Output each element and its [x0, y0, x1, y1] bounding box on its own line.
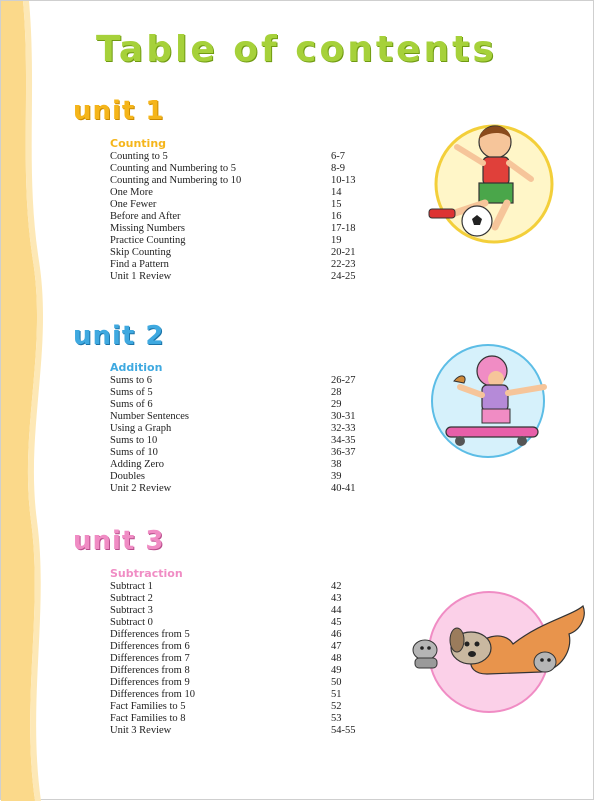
- entry-title: Practice Counting: [110, 235, 186, 246]
- entry-pages: 54-55: [331, 725, 356, 736]
- entry-title: Unit 2 Review: [110, 483, 172, 494]
- entry-pages: 14: [331, 187, 342, 198]
- toc-entry: [110, 641, 370, 653]
- toc-entry: [110, 387, 370, 399]
- entry-title: Counting to 5: [110, 151, 168, 162]
- entry-pages: 6-7: [331, 151, 345, 162]
- toc-entry: [110, 581, 370, 593]
- entry-pages: 16: [331, 211, 342, 222]
- toc-entry: [110, 271, 370, 283]
- entry-title: Fact Families to 8: [110, 713, 186, 724]
- toc-entry: [110, 725, 370, 737]
- toc-entry: [110, 235, 370, 247]
- entry-title: Sums to 6: [110, 375, 153, 386]
- entry-title: Differences from 6: [110, 641, 190, 652]
- toc-entry: [110, 701, 370, 713]
- entry-pages: 28: [331, 387, 342, 398]
- entry-pages: 19: [331, 235, 342, 246]
- entry-pages: 8-9: [331, 163, 345, 174]
- toc-entry: [110, 223, 370, 235]
- entry-pages: 36-37: [331, 447, 356, 458]
- entry-pages: 26-27: [331, 375, 356, 386]
- entry-pages: 34-35: [331, 435, 356, 446]
- toc-entry: [110, 447, 370, 459]
- entry-title: Subtract 1: [110, 581, 153, 592]
- entry-pages: 10-13: [331, 175, 356, 186]
- decorative-side-band: [1, 1, 71, 801]
- entry-pages: 17-18: [331, 223, 356, 234]
- toc-entry: [110, 593, 370, 605]
- entry-title: Differences from 10: [110, 689, 195, 700]
- entry-pages: 22-23: [331, 259, 356, 270]
- toc-entry: [110, 617, 370, 629]
- toc-entry: [110, 175, 370, 187]
- entry-pages: 30-31: [331, 411, 356, 422]
- entry-title: Skip Counting: [110, 247, 171, 258]
- toc-entry: [110, 375, 370, 387]
- toc-entry: [110, 187, 370, 199]
- entry-pages: 29: [331, 399, 342, 410]
- toc-entry: [110, 423, 370, 435]
- entry-title: Unit 1 Review: [110, 271, 172, 282]
- toc-entry: [110, 151, 370, 163]
- entry-title: Subtract 0: [110, 617, 153, 628]
- toc-entry: [110, 605, 370, 617]
- entry-title: Doubles: [110, 471, 145, 482]
- entry-title: Sums of 5: [110, 387, 153, 398]
- entry-title: Differences from 9: [110, 677, 190, 688]
- entry-pages: 24-25: [331, 271, 356, 282]
- entry-pages: 46: [331, 629, 342, 640]
- entry-pages: 38: [331, 459, 342, 470]
- entry-title: Subtract 3: [110, 605, 153, 616]
- toc-entry: [110, 459, 370, 471]
- toc-entry: [110, 665, 370, 677]
- entry-title: Find a Pattern: [110, 259, 169, 270]
- entry-title: Counting and Numbering to 5: [110, 163, 236, 174]
- toc-entry: [110, 677, 370, 689]
- unit-2-section-label: Addition: [110, 361, 163, 374]
- unit-3-heading: unit 3: [73, 526, 165, 556]
- skateboarder-illustration: [426, 341, 551, 461]
- entry-title: Adding Zero: [110, 459, 164, 470]
- entry-pages: 47: [331, 641, 342, 652]
- toc-entry: [110, 629, 370, 641]
- entry-pages: 49: [331, 665, 342, 676]
- toc-entry: [110, 411, 370, 423]
- entry-pages: 42: [331, 581, 342, 592]
- toc-entry: [110, 689, 370, 701]
- toc-entry: [110, 399, 370, 411]
- entry-title: One Fewer: [110, 199, 157, 210]
- entry-pages: 45: [331, 617, 342, 628]
- entry-pages: 43: [331, 593, 342, 604]
- unit-1-entry-list: [110, 151, 370, 283]
- entry-title: Fact Families to 5: [110, 701, 186, 712]
- toc-entry: [110, 471, 370, 483]
- entry-title: Using a Graph: [110, 423, 172, 434]
- entry-title: Before and After: [110, 211, 181, 222]
- unit-1-heading: unit 1: [73, 96, 165, 126]
- entry-pages: 39: [331, 471, 342, 482]
- entry-pages: 32-33: [331, 423, 356, 434]
- toc-entry: [110, 653, 370, 665]
- entry-title: Differences from 8: [110, 665, 190, 676]
- page-title: Table of contents: [96, 29, 497, 70]
- soccer-player-illustration: [419, 109, 559, 254]
- entry-pages: 15: [331, 199, 342, 210]
- entry-title: Number Sentences: [110, 411, 190, 422]
- entry-title: Differences from 7: [110, 653, 190, 664]
- entry-title: Differences from 5: [110, 629, 190, 640]
- entry-pages: 53: [331, 713, 342, 724]
- toc-entry: [110, 713, 370, 725]
- toc-entry: [110, 483, 370, 495]
- unit-3-section-label: Subtraction: [110, 567, 183, 580]
- entry-title: Sums of 6: [110, 399, 153, 410]
- toc-entry: [110, 435, 370, 447]
- entry-pages: 52: [331, 701, 342, 712]
- entry-title: Unit 3 Review: [110, 725, 172, 736]
- entry-title: Sums of 10: [110, 447, 158, 458]
- entry-pages: 20-21: [331, 247, 356, 258]
- entry-title: Subtract 2: [110, 593, 153, 604]
- entry-pages: 51: [331, 689, 342, 700]
- unit-1-section-label: Counting: [110, 137, 167, 150]
- entry-pages: 50: [331, 677, 342, 688]
- entry-title: Counting and Numbering to 10: [110, 175, 242, 186]
- entry-pages: 40-41: [331, 483, 356, 494]
- entry-title: One More: [110, 187, 153, 198]
- toc-entry: [110, 211, 370, 223]
- toc-entry: [110, 199, 370, 211]
- entry-title: Missing Numbers: [110, 223, 185, 234]
- toc-entry: [110, 163, 370, 175]
- toc-entry: [110, 259, 370, 271]
- toc-entry: [110, 247, 370, 259]
- unit-3-entry-list: [110, 581, 370, 737]
- entry-title: Sums to 10: [110, 435, 158, 446]
- unit-2-heading: unit 2: [73, 321, 165, 351]
- entry-pages: 48: [331, 653, 342, 664]
- entry-pages: 44: [331, 605, 342, 616]
- unit-2-entry-list: [110, 375, 370, 495]
- dogs-illustration: [401, 586, 589, 716]
